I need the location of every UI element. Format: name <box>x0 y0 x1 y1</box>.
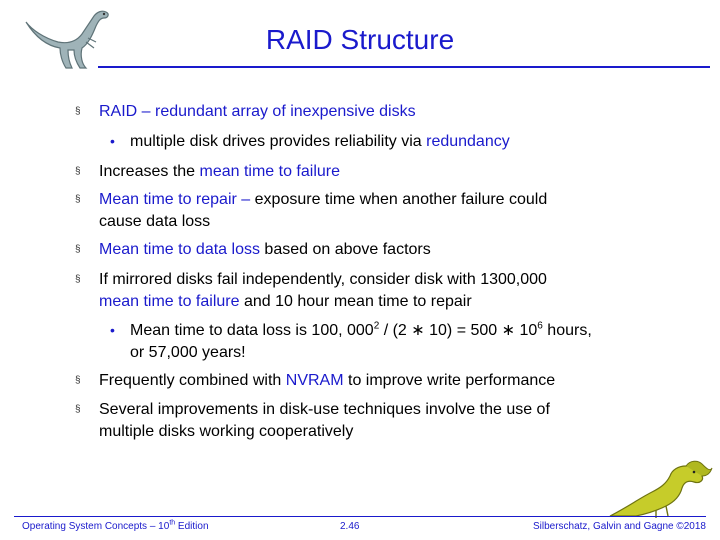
footer-course-a: Operating System Concepts – 10 <box>22 521 170 532</box>
mirror-line2-text: and 10 hour mean time to repair <box>239 293 472 310</box>
redundancy-term: redundancy <box>426 133 510 150</box>
square-bullet-icon: § <box>75 106 81 117</box>
footer-authors: Silberschatz, Galvin and Gagne ©2018 <box>532 521 706 532</box>
bullet-nvram <box>75 370 659 392</box>
square-bullet-icon: § <box>75 274 81 285</box>
page-title: RAID Structure <box>265 24 455 55</box>
square-bullet-icon: § <box>75 166 81 177</box>
raid-sub-text: multiple disk drives provides reliability via <box>130 133 427 150</box>
mirror-sub-sup2: 6 <box>537 320 543 332</box>
bullet-mttdl <box>75 239 659 261</box>
mirror-sub-line2: or 57,000 years! <box>130 344 246 361</box>
mirror-sub-b: / (2 ∗ 10) = 500 ∗ 10 <box>379 322 538 339</box>
mttf-text: Increases the <box>99 163 200 180</box>
dinosaur-icon <box>606 458 716 520</box>
footer-page-number: 2.46 <box>340 521 360 532</box>
mirror-mttf-term: mean time to failure <box>99 293 240 310</box>
raid-term: RAID – redundant array of inexpensive disks <box>99 103 416 120</box>
footer-course-b: Edition <box>175 521 209 532</box>
dot-bullet-icon: • <box>110 133 115 149</box>
square-bullet-icon: § <box>75 404 81 415</box>
bullet-mttr <box>75 189 659 233</box>
nvram-text-b: to improve write performance <box>343 372 556 389</box>
bullet-mttf <box>75 161 659 183</box>
square-bullet-icon: § <box>75 244 81 255</box>
nvram-term: NVRAM <box>285 372 344 389</box>
mttf-term: mean time to failure <box>199 163 341 180</box>
mttdl-term: Mean time to data loss <box>99 241 260 258</box>
bullet-mirrored <box>75 269 659 313</box>
dot-bullet-icon: • <box>110 322 115 338</box>
mttr-term: Mean time to repair <box>99 191 237 208</box>
mirror-line1: If mirrored disks fail independently, consider disk with 1300,000 <box>99 271 547 288</box>
square-bullet-icon: § <box>75 375 81 386</box>
mttr-text-line1: exposure time when another failure could <box>254 191 548 208</box>
improve-line2: multiple disks working cooperatively <box>99 423 354 440</box>
mirror-sub-sup1: 2 <box>373 320 380 332</box>
mttr-text-line2: cause data loss <box>99 213 211 230</box>
subbullet-data-loss <box>110 320 670 364</box>
bullet-improvements <box>75 399 659 443</box>
improve-line1: Several improvements in disk-use techniques involve the use of <box>99 401 550 418</box>
mirror-sub-a: Mean time to data loss is 100, 000 <box>130 322 374 339</box>
bullet-raid <box>75 101 659 123</box>
mirror-sub-c: hours, <box>542 322 592 339</box>
footer-divider <box>14 516 706 517</box>
footer-course-sup: th <box>169 519 176 527</box>
mttdl-text: based on above factors <box>259 241 431 258</box>
footer-course <box>22 521 209 532</box>
subbullet-redundancy <box>110 131 670 153</box>
mttr-dash: – <box>236 191 255 208</box>
square-bullet-icon: § <box>75 194 81 205</box>
nvram-text-a: Frequently combined with <box>99 372 286 389</box>
